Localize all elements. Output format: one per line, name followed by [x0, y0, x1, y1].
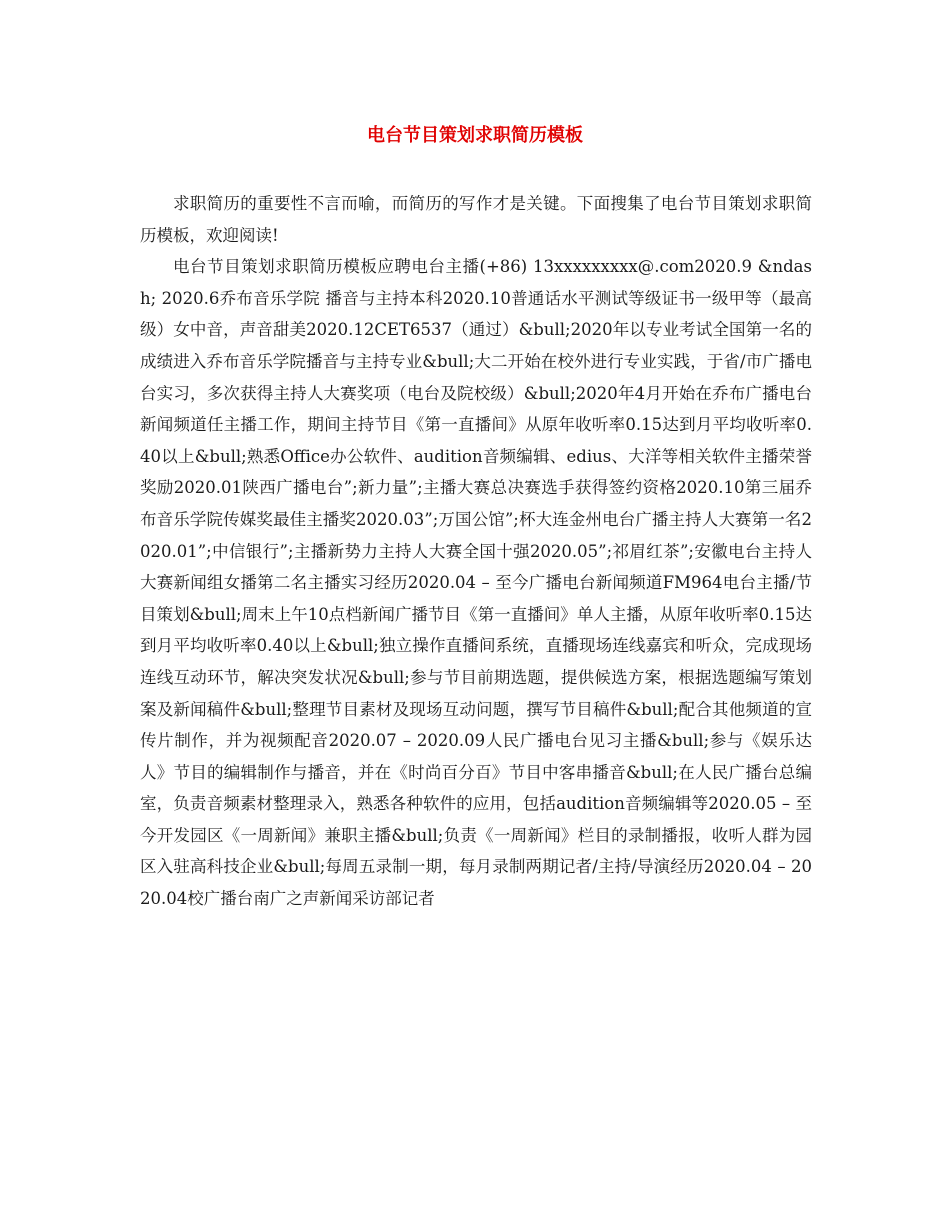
- document-title: 电台节目策划求职简历模板: [367, 125, 583, 146]
- document-body: [140, 188, 812, 915]
- intro-paragraph: 求职简历的重要性不言而喻，而简历的写作才是关键。下面搜集了电台节目策划求职简历模板，欢迎阅读!: [140, 194, 812, 245]
- resume-paragraph: 电台节目策划求职简历模板应聘电台主播(+86) 13xxxxxxxxx@.com2020.9 &ndash; 2020.6乔布音乐学院 播音与主持本科2020.10普通话水平测试等级证书一级甲等（最高级）女中音，声音甜美2020.12CET6537（通过）&bull;2020年以专业考试全国第一名的成绩进入乔布音乐学院播音与主持专业&bull;大二开始在校外进行专业实践，于省/市广播电台实习，多次获得主持人大赛奖项（电台及院校级）&bull;2020年4月开始在乔布广播电台新闻频道任主播工作，期间主持节目《第一直播间》从原年收听率0.15达到月平均收听率0.40以上&bull;熟悉Office办公软件、audition音频编辑、edius、大洋等相关软件主播荣誉奖励2020.01陕西广播电台”;新力量”;主播大赛总决赛选手获得签约资格2020.10第三届乔布音乐学院传媒奖最佳主播奖2020.03”;万国公馆”;杯大连金州电台广播主持人大赛第一名2020.01”;中信银行”;主播新势力主持人大赛全国十强2020.05”;祁眉红茶”;安徽电台主持人大赛新闻组女播第二名主播实习经历2020.04 – 至今广播电台新闻频道FM964电台主播/节目策划&bull;周末上午10点档新闻广播节目《第一直播间》单人主播，从原年收听率0.15达到月平均收听率0.40以上&bull;独立操作直播间系统，直播现场连线嘉宾和听众，完成现场连线互动环节，解决突发状况&bull;参与节目前期选题，提供候选方案，根据选题编写策划案及新闻稿件&bull;整理节目素材及现场互动问题，撰写节目稿件&bull;配合其他频道的宣传片制作，并为视频配音2020.07 – 2020.09人民广播电台见习主播&bull;参与《娱乐达人》节目的编辑制作与播音，并在《时尚百分百》节目中客串播音&bull;在人民广播台总编室，负责音频素材整理录入，熟悉各种软件的应用，包括audition音频编辑等2020.05 – 至今开发园区《一周新闻》兼职主播&bull;负责《一周新闻》栏目的录制播报，收听人群为园区入驻高科技企业&bull;每周五录制一期，每月录制两期记者/主持/导演经历2020.04 – 2020.04校广播台南广之声新闻采访部记者: [140, 257, 812, 909]
